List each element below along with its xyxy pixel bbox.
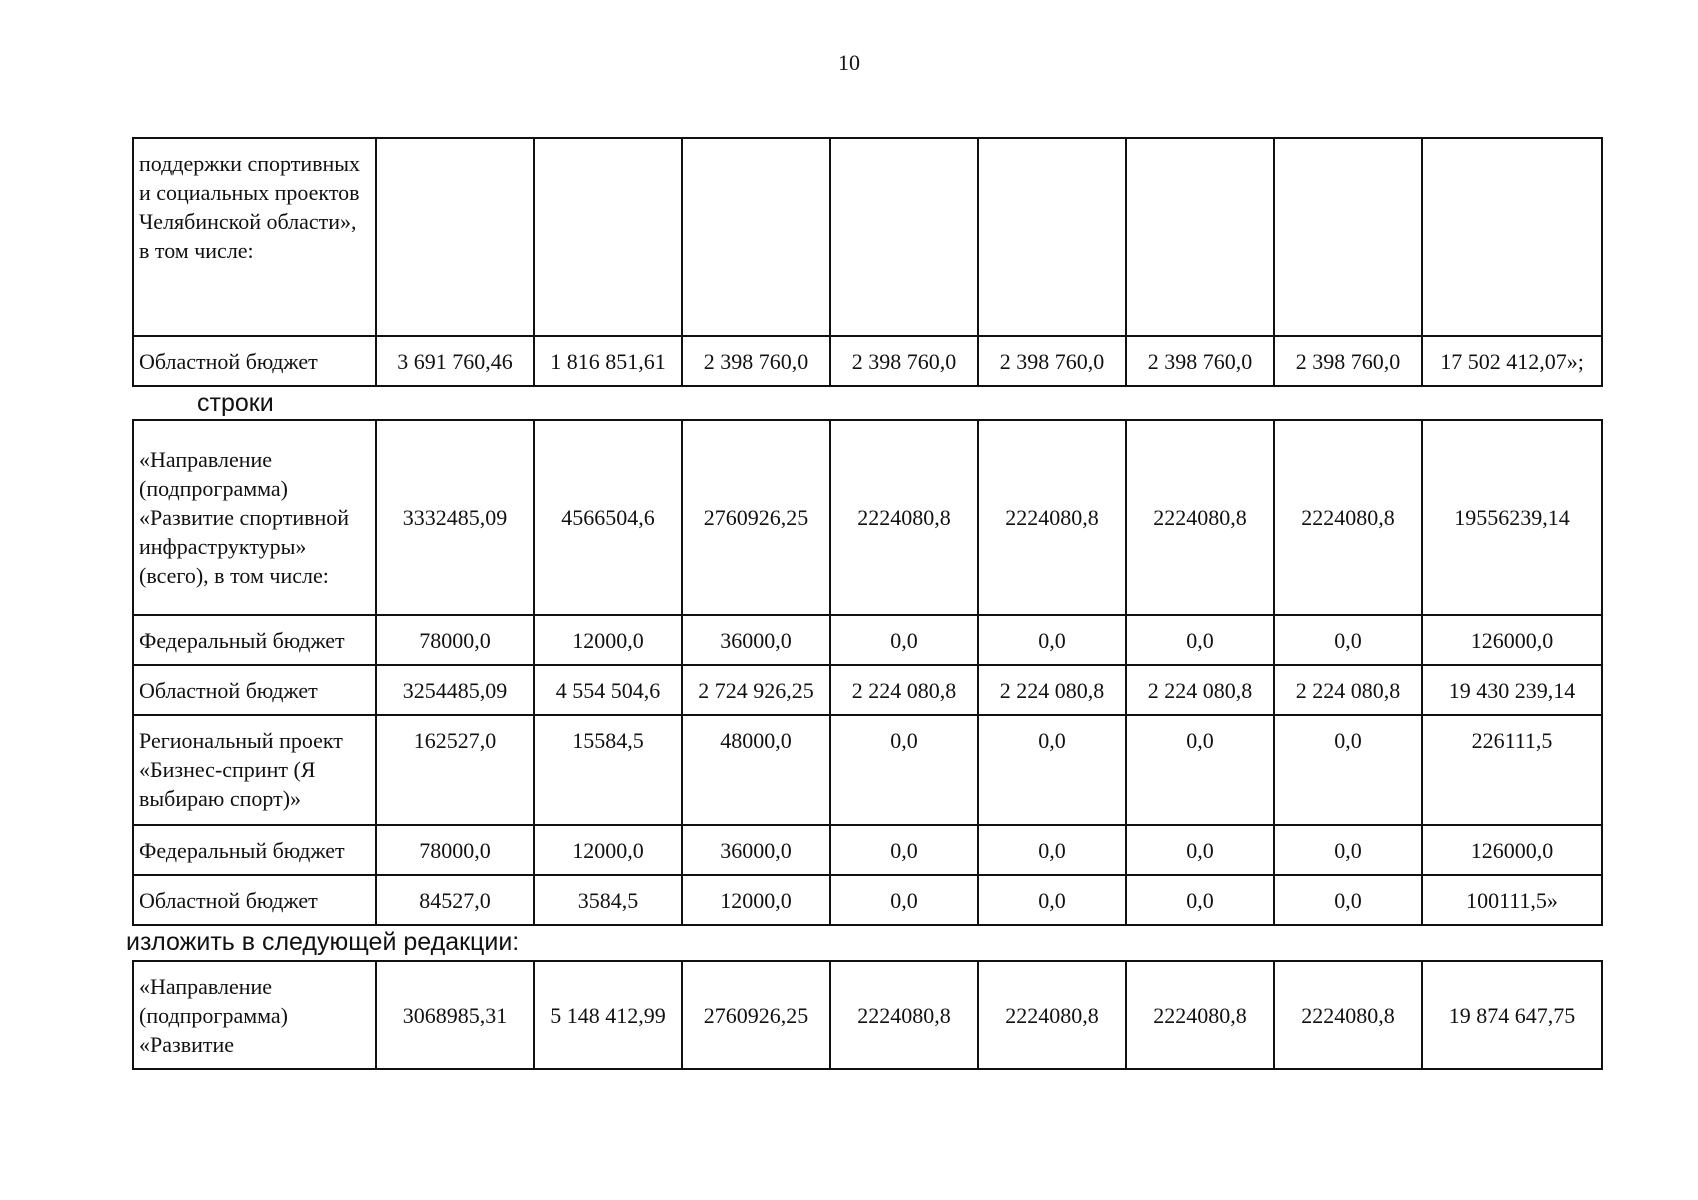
value-cell: 15584,5: [534, 715, 682, 825]
value-cell: 17 502 412,07»;: [1422, 336, 1602, 386]
value-cell: 2760926,25: [682, 961, 830, 1069]
value-cell: 1 816 851,61: [534, 336, 682, 386]
value-cell: 2760926,25: [682, 420, 830, 615]
value-cell: 2 398 760,0: [1274, 336, 1422, 386]
value-cell: 2 224 080,8: [830, 665, 978, 715]
table-row: [133, 420, 1602, 615]
value-cell: 0,0: [1274, 715, 1422, 825]
value-cell: 2 398 760,0: [978, 336, 1126, 386]
value-cell: 2 398 760,0: [830, 336, 978, 386]
value-cell: 162527,0: [376, 715, 534, 825]
value-cell: 0,0: [830, 615, 978, 665]
table-new-edition: [132, 960, 1603, 1070]
value-cell: 0,0: [830, 875, 978, 925]
value-cell: 2224080,8: [830, 420, 978, 615]
value-cell: 2 224 080,8: [1126, 665, 1274, 715]
value-cell: 0,0: [978, 715, 1126, 825]
value-cell: 2 398 760,0: [682, 336, 830, 386]
row-label: Федеральный бюджет: [133, 615, 376, 665]
value-cell: 48000,0: [682, 715, 830, 825]
value-cell: 78000,0: [376, 615, 534, 665]
value-cell: 0,0: [978, 825, 1126, 875]
table-row: [133, 138, 1602, 336]
value-cell: [534, 138, 682, 336]
value-cell: 2 224 080,8: [1274, 665, 1422, 715]
value-cell: 2224080,8: [978, 961, 1126, 1069]
connector-lines-text: строки: [197, 389, 274, 417]
value-cell: 3332485,09: [376, 420, 534, 615]
value-cell: 4 554 504,6: [534, 665, 682, 715]
value-cell: 0,0: [978, 875, 1126, 925]
value-cell: 3254485,09: [376, 665, 534, 715]
connector-replace-text: изложить в следующей редакции:: [126, 928, 520, 956]
value-cell: 2 224 080,8: [978, 665, 1126, 715]
value-cell: 0,0: [1274, 875, 1422, 925]
row-label: Региональный проект «Бизнес-спринт (Я выбираю спорт)»: [133, 715, 376, 825]
value-cell: 0,0: [1274, 825, 1422, 875]
value-cell: 3584,5: [534, 875, 682, 925]
value-cell: 0,0: [978, 615, 1126, 665]
value-cell: 2 398 760,0: [1126, 336, 1274, 386]
value-cell: 2 724 926,25: [682, 665, 830, 715]
table-current-lines: [132, 419, 1603, 926]
value-cell: 2224080,8: [830, 961, 978, 1069]
value-cell: [682, 138, 830, 336]
row-label: Областной бюджет: [133, 875, 376, 925]
row-label: Областной бюджет: [133, 336, 376, 386]
value-cell: 36000,0: [682, 825, 830, 875]
value-cell: 0,0: [1126, 615, 1274, 665]
value-cell: [978, 138, 1126, 336]
value-cell: 12000,0: [534, 825, 682, 875]
value-cell: 0,0: [1126, 715, 1274, 825]
value-cell: 12000,0: [682, 875, 830, 925]
value-cell: [1422, 138, 1602, 336]
table-row: [133, 961, 1602, 1069]
value-cell: 0,0: [830, 715, 978, 825]
table-row: [133, 615, 1602, 665]
row-label: поддержки спортивных и социальных проектов Челябинской области», в том числе:: [133, 138, 376, 336]
value-cell: 2224080,8: [1274, 420, 1422, 615]
value-cell: 2224080,8: [1126, 420, 1274, 615]
value-cell: [1126, 138, 1274, 336]
value-cell: 2224080,8: [978, 420, 1126, 615]
value-cell: [376, 138, 534, 336]
value-cell: 2224080,8: [1126, 961, 1274, 1069]
table-previous-section: [132, 137, 1603, 387]
value-cell: [830, 138, 978, 336]
value-cell: 3068985,31: [376, 961, 534, 1069]
table-row: [133, 336, 1602, 386]
value-cell: 5 148 412,99: [534, 961, 682, 1069]
row-label: Областной бюджет: [133, 665, 376, 715]
row-label: «Направление (подпрограмма) «Развитие спортивной инфраструктуры» (всего), в том числе:: [133, 420, 376, 615]
value-cell: 126000,0: [1422, 825, 1602, 875]
value-cell: 19 430 239,14: [1422, 665, 1602, 715]
value-cell: 84527,0: [376, 875, 534, 925]
value-cell: 2224080,8: [1274, 961, 1422, 1069]
row-label: Федеральный бюджет: [133, 825, 376, 875]
value-cell: 0,0: [830, 825, 978, 875]
value-cell: 0,0: [1274, 615, 1422, 665]
table-row: [133, 875, 1602, 925]
value-cell: 36000,0: [682, 615, 830, 665]
value-cell: 100111,5»: [1422, 875, 1602, 925]
value-cell: 78000,0: [376, 825, 534, 875]
value-cell: 19 874 647,75: [1422, 961, 1602, 1069]
value-cell: 226111,5: [1422, 715, 1602, 825]
table-row: [133, 715, 1602, 825]
value-cell: 3 691 760,46: [376, 336, 534, 386]
row-label: «Направление (подпрограмма) «Развитие: [133, 961, 376, 1069]
value-cell: 4566504,6: [534, 420, 682, 615]
value-cell: [1274, 138, 1422, 336]
table-row: [133, 825, 1602, 875]
value-cell: 19556239,14: [1422, 420, 1602, 615]
value-cell: 0,0: [1126, 825, 1274, 875]
table-row: [133, 665, 1602, 715]
value-cell: 0,0: [1126, 875, 1274, 925]
value-cell: 126000,0: [1422, 615, 1602, 665]
value-cell: 12000,0: [534, 615, 682, 665]
page-number: 10: [838, 50, 860, 75]
